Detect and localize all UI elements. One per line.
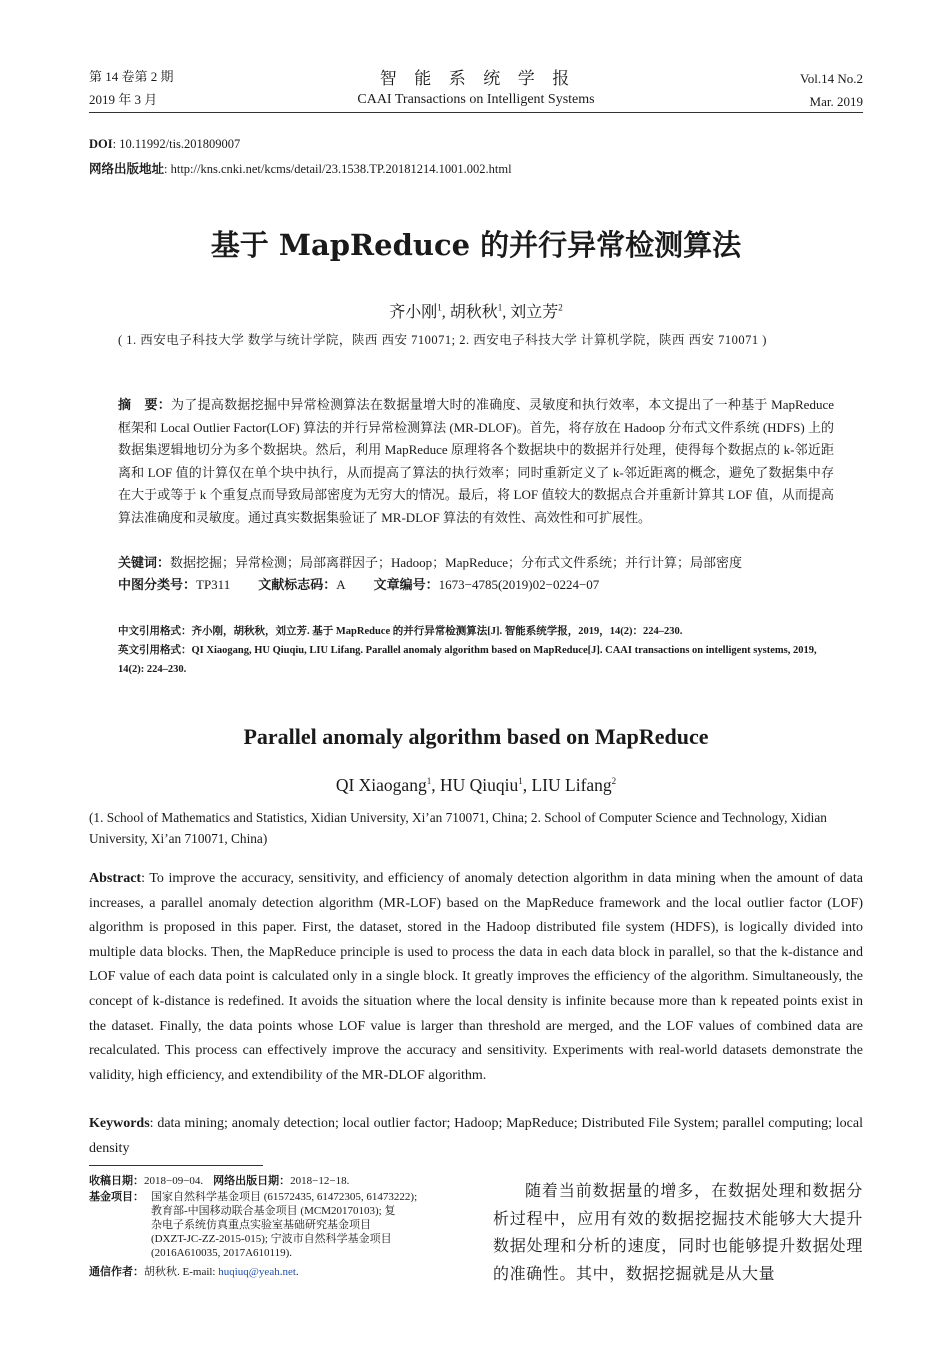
fund-line: 国家自然科学基金项目 (61572435, 61472305, 61473222); xyxy=(151,1191,418,1203)
header-volume-zh: 第 14 卷第 2 期 xyxy=(89,69,174,84)
author-name: HU Qiuqiu xyxy=(439,775,519,795)
corresponding-author xyxy=(89,1265,469,1279)
fund-line: (2016A610035, 2017A610119). xyxy=(151,1247,293,1259)
doc-code-value: A xyxy=(336,577,346,592)
corresponding-email-link[interactable]: huqiuq@yeah.net xyxy=(218,1266,296,1278)
fund-line: 教育部-中国移动联合基金项目 (MCM20170103); 复 xyxy=(151,1205,396,1217)
author-name: 胡秋秋 xyxy=(449,304,498,321)
received-label: 收稿日期： xyxy=(89,1175,144,1187)
doc-code-label: 文献标志码： xyxy=(258,577,337,592)
keywords-en-text: : data mining; anomaly detection; local outlier factor; Hadoop; MapReduce; Distributed File System; parallel computing; local density xyxy=(89,1116,863,1156)
author-separator: , xyxy=(441,304,450,321)
author-affil-marker: 1 xyxy=(497,302,503,313)
author-affil-marker: 2 xyxy=(611,776,617,787)
online-date-value: 2018−12−18. xyxy=(290,1175,350,1187)
article-number-label: 文章编号： xyxy=(373,577,439,592)
author-affil-marker: 1 xyxy=(518,776,523,787)
corresponding-name: 胡秋秋. E-mail: xyxy=(144,1266,219,1278)
citation-zh-label: 中文引用格式： xyxy=(118,626,192,637)
author-name: LIU Lifang xyxy=(531,775,612,795)
classification-line xyxy=(118,574,834,597)
author-name: 刘立芳 xyxy=(510,304,559,321)
corresponding-end: . xyxy=(295,1266,299,1278)
keywords-en xyxy=(89,1112,863,1161)
citation-en xyxy=(118,641,834,679)
author-name: QI Xiaogang xyxy=(335,775,427,795)
paper-title-zh: 基于 MapReduce 的并行异常检测算法 xyxy=(210,228,742,262)
abstract-en xyxy=(89,867,863,1088)
doi-value: : 10.11992/tis.201809007 xyxy=(112,137,241,151)
header-date-zh: 2019 年 3 月 xyxy=(89,92,158,107)
clc-value: TP311 xyxy=(196,577,231,592)
online-address-line xyxy=(89,159,512,177)
journal-title-zh: 智 能 系 统 学 报 xyxy=(379,69,573,88)
doi-label: DOI xyxy=(89,137,113,151)
affiliation-en: (1. School of Mathematics and Statistics, Xidian University, Xi’an 710071, China; 2. School of Computer Science and Technology, Xidian University, Xi’an 710071, China) xyxy=(89,810,827,846)
abstract-en-text: : To improve the accuracy, sensitivity, and efficiency of anomaly detection algorithm in data mining when the amount of data increases, a parallel anomaly detection algorithm (MR-LOF) based on the MapReduce framework and the local outlier factor (LOF) algorithm is proposed in this paper. First, the dataset, stored in the Hadoop distributed file system (HDFS), is logically divided into multiple data blocks. Then, the MapReduce principle is used to process the data in each data block in parallel, so that the k-distance and LOF value of each data point is calculated only in a single block. It greatly improves the efficiency of the algorithm. Simultaneously, the concept of k-distance is redefined. It avoids the situation where the local density is infinite because more than k repeated points exist in the dataset. Finally, the data points whose LOF value is larger than threshold are merged, and the LOF values of combined data are recalculated. This process can effectively improve the accuracy and sensitivity. Experiments with real-world datasets demonstrate the validity, high efficiency, and extendibility of the MR-DLOF algorithm. xyxy=(89,871,863,1083)
fund-line: (DXZT-JC-ZZ-2015-015); 宁波市自然科学基金项目 xyxy=(151,1233,392,1245)
citation-en-text: QI Xiaogang, HU Qiuqiu, LIU Lifang. Parallel anomaly algorithm based on MapReduce[J]. CAAI transactions on intelligent systems, 2019, 14(2): 224–230. xyxy=(118,645,817,675)
author-affil-marker: 1 xyxy=(437,302,442,313)
online-address-value: : http://kns.cnki.net/kcms/detail/23.1538.TP.20181214.1001.002.html xyxy=(164,162,512,176)
author-separator: , xyxy=(522,775,532,795)
keywords-zh-text: 数据挖掘；异常检测；局部离群因子；Hadoop；MapReduce；分布式文件系统；并行计算；局部密度 xyxy=(170,555,742,570)
affiliation-zh: ( 1. 西安电子科技大学 数学与统计学院，陕西 西安 710071; 2. 西安电子科技大学 计算机学院，陕西 西安 710071 ) xyxy=(118,333,767,347)
citation-zh-text: 齐小刚，胡秋秋，刘立芳. 基于 MapReduce 的并行异常检测算法[J]. 智能系统学报，2019，14(2)：224–230. xyxy=(191,626,683,637)
abstract-zh xyxy=(118,394,834,529)
author-affil-marker: 1 xyxy=(426,776,432,787)
citation-en-label: 英文引用格式： xyxy=(118,645,192,656)
author-separator: , xyxy=(431,775,440,795)
received-value: 2018−09−04. xyxy=(144,1175,204,1187)
corresponding-label: 通信作者： xyxy=(89,1266,144,1278)
header-volume-en: Vol.14 No.2 xyxy=(800,71,863,86)
keywords-zh-label: 关键词： xyxy=(118,555,171,570)
fund-label: 基金项目： xyxy=(89,1191,144,1203)
authors-zh xyxy=(0,299,952,322)
abstract-zh-label: 摘 要： xyxy=(118,397,172,412)
online-date-label: 网络出版日期： xyxy=(213,1175,291,1187)
fund-text xyxy=(151,1190,473,1260)
intro-paragraph-zh: 随着当前数据量的增多，在数据处理和数据分析过程中，应用有效的数据挖掘技术能够大大提升数据处理和分析的速度，同时也能够提升数据处理的准确性。其中，数据挖掘就是从大量 xyxy=(493,1183,863,1283)
citation-zh xyxy=(118,622,834,641)
journal-title-en: CAAI Transactions on Intelligent Systems xyxy=(357,92,595,107)
article-number-value: 1673−4785(2019)02−0224−07 xyxy=(438,577,600,592)
header-rule xyxy=(89,112,863,113)
authors-en xyxy=(0,775,952,796)
clc-label: 中图分类号： xyxy=(118,577,197,592)
author-name: 齐小刚 xyxy=(389,304,438,321)
author-affil-marker: 2 xyxy=(558,302,563,313)
online-address-label: 网络出版地址 xyxy=(89,162,165,176)
author-separator: , xyxy=(502,304,511,321)
footnote-dates xyxy=(89,1174,469,1188)
keywords-zh xyxy=(118,552,834,575)
header-date-en: Mar. 2019 xyxy=(809,94,863,109)
doi-line xyxy=(89,137,240,152)
abstract-en-label: Abstract xyxy=(89,871,142,886)
abstract-zh-text: 为了提高数据挖掘中异常检测算法在数据量增大时的准确度、灵敏度和执行效率，本文提出了一种基于 MapReduce 框架和 Local Outlier Factor(LOF) 算法的并行异常检测算法 (MR-DLOF)。首先，将存放在 Hadoop 分布式文件系统 (HDFS) 上的数据集逻辑地切分为多个数据块。然后，利用 MapReduce 原理将各个数据块中的数据并行处理，使得每个数据点的 k-邻近距离和 LOF 值的计算仅在单个块中执行，从而提高了算法的执行效率；同时重新定义了 k-邻近距离的概念，避免了数据集中存在大于或等于 k 个重复点而导致局部密度为无穷大的情况。最后，将 LOF 值较大的数据点合并重新计算其 LOF 值，从而提高算法准确度和灵敏度。通过真实数据集验证了 MR-DLOF 算法的有效性、高效性和可扩展性。 xyxy=(118,397,834,525)
footnote-rule xyxy=(89,1165,263,1166)
keywords-en-label: Keywords xyxy=(89,1116,150,1131)
paper-title-en: Parallel anomaly algorithm based on MapReduce xyxy=(243,724,709,749)
fund-line: 杂电子系统仿真重点实验室基础研究基金项目 xyxy=(151,1219,371,1231)
